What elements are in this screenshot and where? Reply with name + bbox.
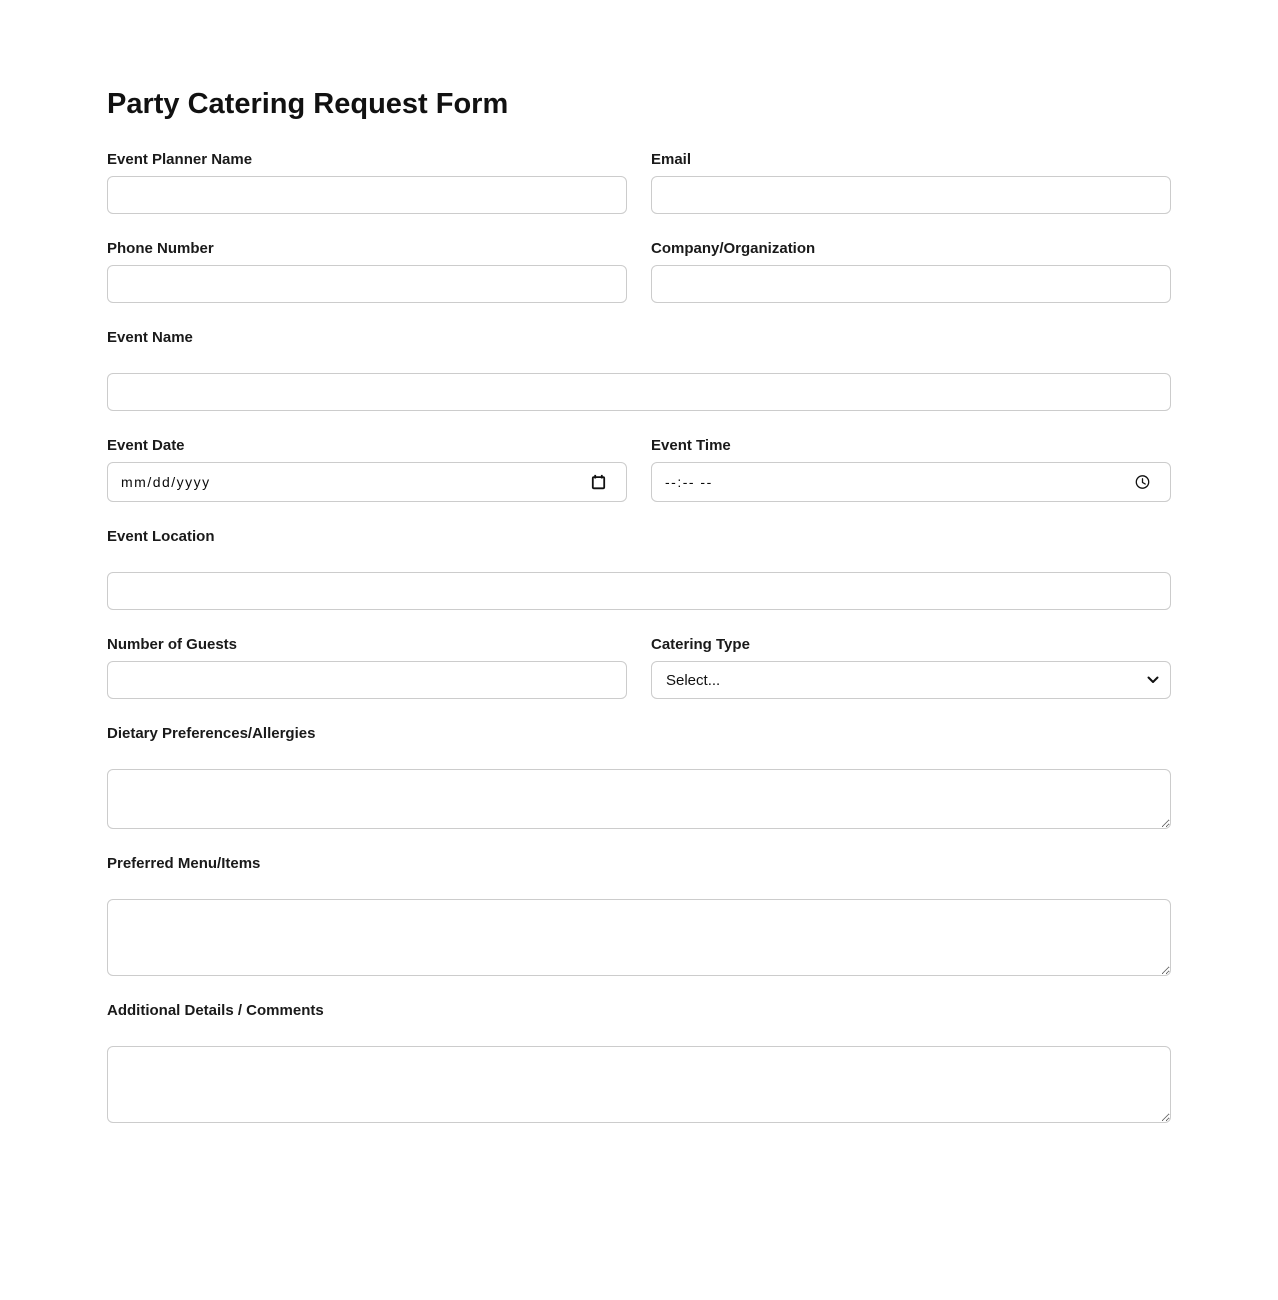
row-planner-email <box>107 151 1171 214</box>
catering-type-select[interactable] <box>651 661 1171 699</box>
calendar-icon[interactable] <box>591 475 606 490</box>
field-phone-number <box>107 240 627 303</box>
additional-details-label: Additional Details / Comments <box>107 1002 324 1020</box>
company-organization-label: Company/Organization <box>651 240 816 258</box>
number-of-guests-input[interactable] <box>107 661 627 699</box>
field-dietary-preferences <box>107 725 1171 829</box>
row-phone-company <box>107 240 1171 303</box>
row-date-time <box>107 437 1171 502</box>
event-time-input[interactable] <box>651 462 1171 502</box>
event-location-label: Event Location <box>107 528 215 546</box>
field-event-date <box>107 437 627 502</box>
preferred-menu-textarea[interactable] <box>107 899 1171 976</box>
phone-number-input[interactable] <box>107 265 627 303</box>
row-guests-catering <box>107 636 1171 699</box>
event-time-label: Event Time <box>651 437 731 455</box>
field-event-location <box>107 528 1171 610</box>
event-location-input[interactable] <box>107 572 1171 610</box>
field-email <box>651 151 1171 214</box>
company-organization-input[interactable] <box>651 265 1171 303</box>
field-catering-type <box>651 636 1171 699</box>
dietary-preferences-textarea[interactable] <box>107 769 1171 829</box>
email-label: Email <box>651 151 692 169</box>
date-placeholder: mm/dd/yyyy <box>121 474 211 491</box>
catering-type-label: Catering Type <box>651 636 750 654</box>
field-company-organization <box>651 240 1171 303</box>
number-of-guests-label: Number of Guests <box>107 636 238 654</box>
phone-number-label: Phone Number <box>107 240 214 258</box>
additional-details-textarea[interactable] <box>107 1046 1171 1123</box>
catering-type-select-wrap <box>651 661 1171 699</box>
event-name-label: Event Name <box>107 329 193 347</box>
field-number-of-guests <box>107 636 627 699</box>
event-name-input[interactable] <box>107 373 1171 411</box>
dietary-preferences-label: Dietary Preferences/Allergies <box>107 725 316 743</box>
event-planner-name-label: Event Planner Name <box>107 151 253 169</box>
event-date-input[interactable] <box>107 462 627 502</box>
field-additional-details <box>107 1002 1171 1123</box>
event-date-label: Event Date <box>107 437 185 455</box>
time-placeholder: --:-- -- <box>665 474 713 491</box>
event-planner-name-input[interactable] <box>107 176 627 214</box>
email-input[interactable] <box>651 176 1171 214</box>
catering-request-form <box>107 151 1171 1123</box>
catering-form-page <box>107 0 1171 1123</box>
clock-icon[interactable] <box>1135 475 1150 490</box>
preferred-menu-label: Preferred Menu/Items <box>107 855 261 873</box>
field-event-time <box>651 437 1171 502</box>
field-preferred-menu <box>107 855 1171 976</box>
field-event-name <box>107 329 1171 411</box>
page-title: Party Catering Request Form <box>107 88 509 120</box>
field-event-planner-name <box>107 151 627 214</box>
